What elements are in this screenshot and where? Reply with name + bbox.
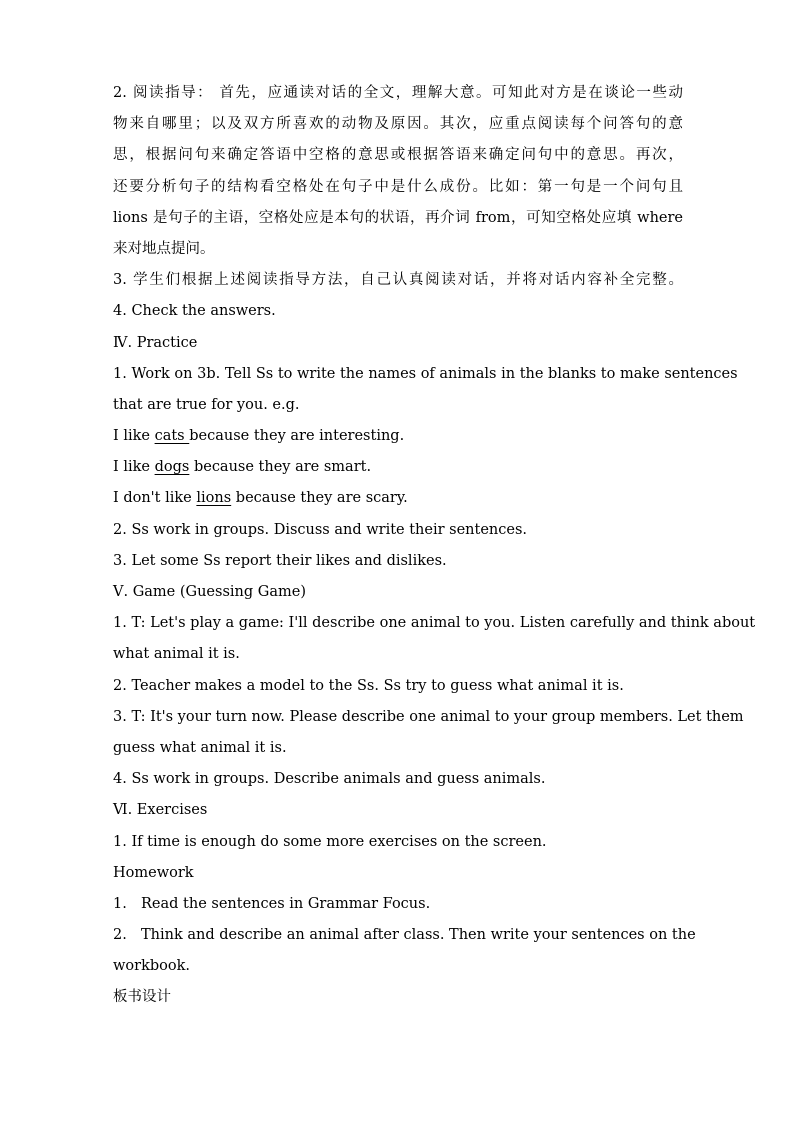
- example-prefix: I like: [113, 428, 155, 445]
- game-item-2: 2. Teacher makes a model to the Ss. Ss try to guess what animal it is.: [113, 677, 624, 694]
- game-item-1-line-2: what animal it is.: [113, 646, 240, 663]
- reading-guide-line-2: 物来自哪里；以及双方所喜欢的动物及原因。其次，应重点阅读每个问答句的意: [113, 116, 683, 133]
- game-item-4: 4. Ss work in groups. Describe animals and guess animals.: [113, 771, 546, 788]
- homework-item-text: Read the sentences in Grammar Focus.: [141, 895, 431, 912]
- practice-item-1-line-2: that are true for you. e.g.: [113, 396, 300, 413]
- homework-item-number: 1.: [113, 895, 127, 912]
- game-item-3-line-2: guess what animal it is.: [113, 739, 287, 756]
- homework-item-2: [113, 920, 696, 951]
- homework-heading: Homework: [113, 864, 194, 881]
- example-suffix: because they are scary.: [231, 490, 408, 507]
- step-4: 4. Check the answers.: [113, 303, 276, 320]
- reading-guide-line-4: 还要分析句子的结构看空格处在句子中是什么成份。比如：第一句是一个问句且: [113, 178, 683, 195]
- game-item-3-line-1: 3. T: It's your turn now. Please describe one animal to your group members. Let them: [113, 708, 744, 725]
- exercises-heading: Ⅵ. Exercises: [113, 802, 208, 819]
- reading-guide-line-3: 思，根据问句来确定答语中空格的意思或根据答语来确定问句中的意思。再次，: [113, 147, 683, 164]
- practice-heading: Ⅳ. Practice: [113, 334, 198, 351]
- example-sentence-2: [113, 452, 683, 483]
- example-animal-word: cats: [154, 428, 190, 445]
- example-animal-word: dogs: [154, 459, 190, 476]
- example-sentence-3: [113, 483, 683, 514]
- reading-guide-line-6: 来对地点提问。: [113, 240, 215, 257]
- practice-item-2: 2. Ss work in groups. Discuss and write their sentences.: [113, 521, 528, 538]
- example-sentence-1: [113, 421, 683, 452]
- homework-item-2-continuation: workbook.: [113, 958, 190, 975]
- homework-item-number: 2.: [113, 927, 127, 944]
- reading-guide-line-1: 2. 阅读指导： 首先，应通读对话的全文，理解大意。可知此对方是在谈论一些动: [113, 85, 683, 101]
- example-suffix: because they are interesting.: [189, 428, 405, 445]
- board-design-heading: 板书设计: [113, 989, 171, 1006]
- example-prefix: I like: [113, 459, 155, 476]
- homework-item-text: Think and describe an animal after class. Then write your sentences on the: [141, 927, 696, 944]
- step-3: 3. 学生们根据上述阅读指导方法，自己认真阅读对话，并将对话内容补全完整。: [113, 272, 683, 289]
- document-body: [113, 78, 756, 1014]
- homework-item-1: [113, 889, 683, 920]
- game-heading: Ⅴ. Game (Guessing Game): [113, 584, 306, 600]
- example-suffix: because they are smart.: [189, 459, 372, 476]
- exercises-item-1: 1. If time is enough do some more exercises on the screen.: [113, 833, 547, 850]
- example-prefix: I don't like: [113, 490, 197, 507]
- practice-item-1-line-1: 1. Work on 3b. Tell Ss to write the names of animals in the blanks to make sentences: [113, 365, 738, 382]
- game-item-1-line-1: 1. T: Let's play a game: I'll describe one animal to you. Listen carefully and think about: [113, 615, 756, 632]
- reading-guide-line-5: lions 是句子的主语，空格处应是本句的状语，再介词 from，可知空格处应填 where: [113, 209, 683, 226]
- example-animal-word: lions: [196, 490, 232, 507]
- practice-item-3: 3. Let some Ss report their likes and dislikes.: [113, 552, 447, 569]
